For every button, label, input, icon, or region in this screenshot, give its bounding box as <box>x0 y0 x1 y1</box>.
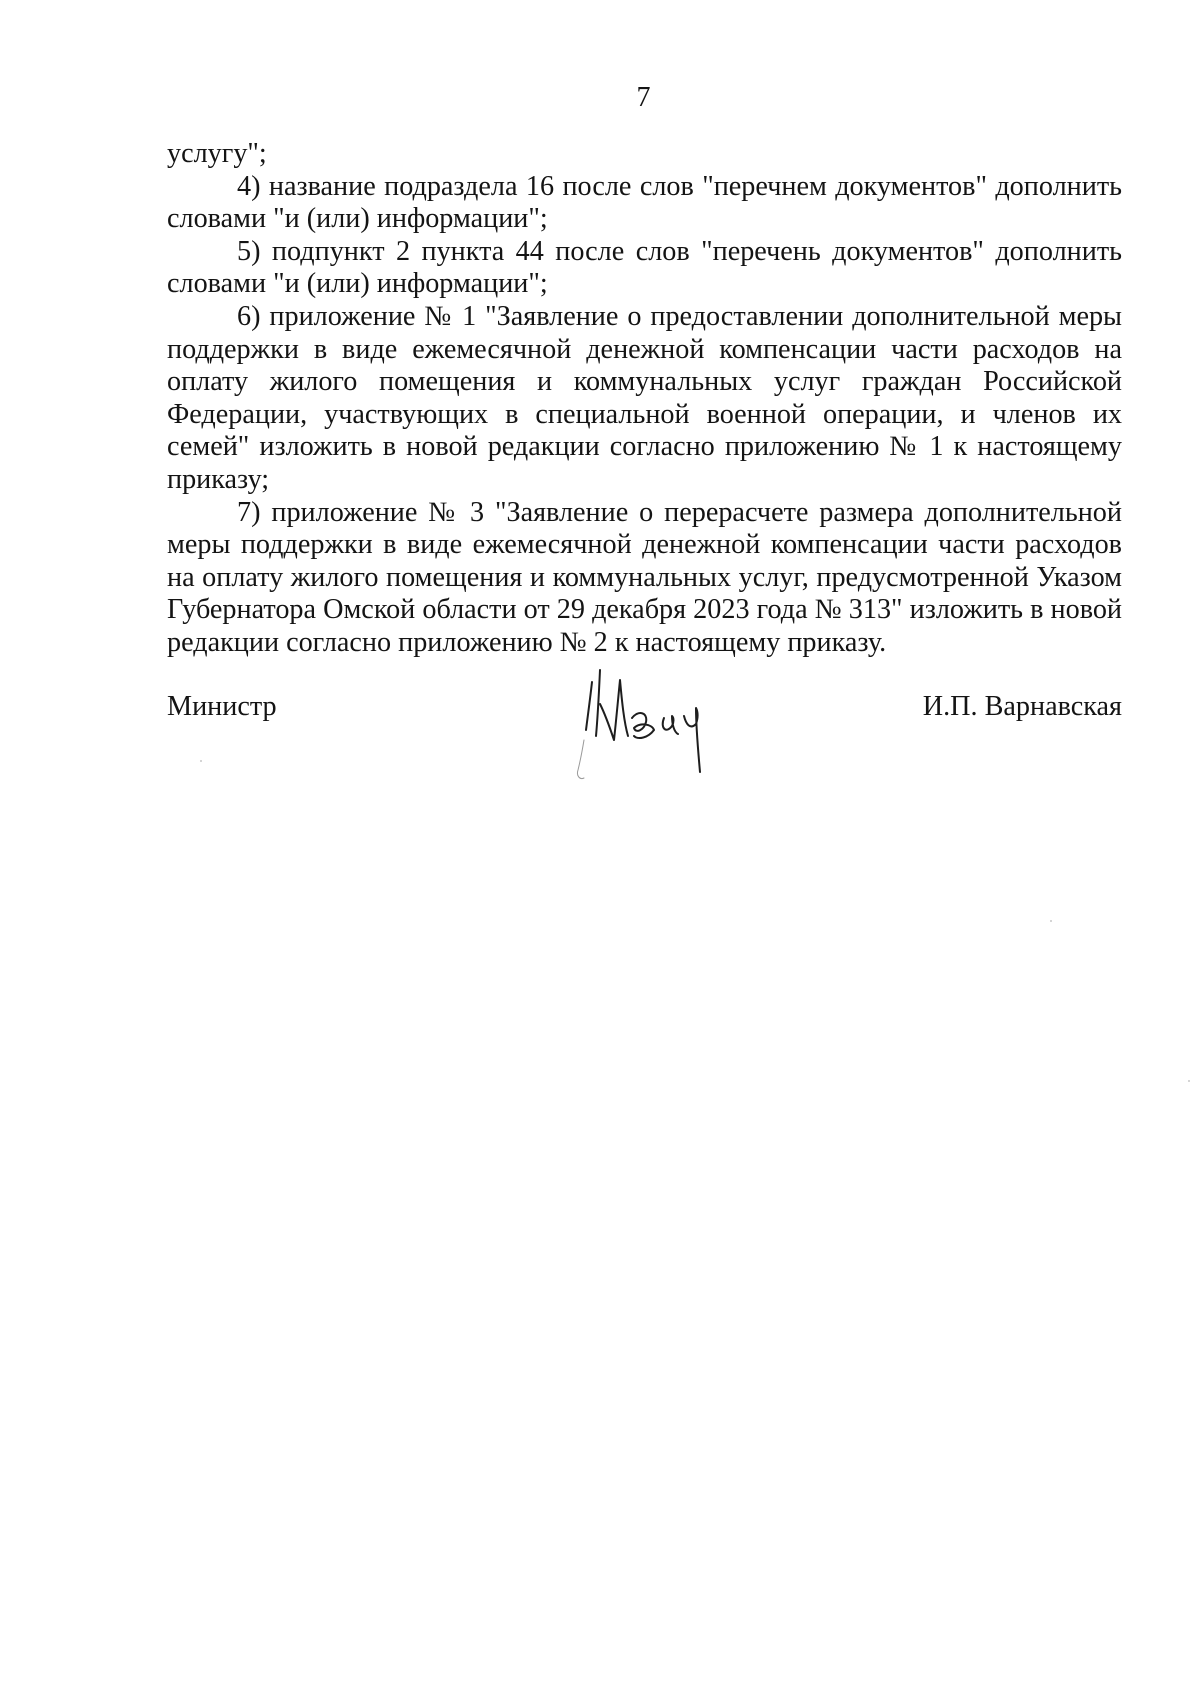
handwritten-signature <box>574 652 744 792</box>
scan-speck <box>1188 1080 1190 1082</box>
scan-speck <box>1050 920 1052 922</box>
signatory-position: Министр <box>167 691 277 722</box>
paragraph-item-7: 7) приложение № 3 "Заявление о перерасчете размера дополнительной меры поддержки в виде ежемесячной денежной компенсации части расходов на оплату жилого помещения и коммунальных услуг, предусмотренной Указом Губернатора Омской области от 29 декабря 2023 года № 313" изложить в новой редакции согласно приложению № 2 к настоящему приказу. <box>167 496 1122 658</box>
page-number: 7 <box>636 82 651 113</box>
paragraph-item-5: 5) подпункт 2 пункта 44 после слов "перечень документов" дополнить словами "и (или) информации"; <box>167 235 1122 300</box>
signatory-name: И.П. Варнавская <box>922 691 1122 722</box>
paragraph-item-4: 4) название подраздела 16 после слов "перечнем документов" дополнить словами "и (или) информации"; <box>167 170 1122 235</box>
body-text <box>167 138 1122 660</box>
paragraph-item-6: 6) приложение № 1 "Заявление о предоставлении дополнительной меры поддержки в виде ежемесячной денежной компенсации части расходов на оплату жилого помещения и коммунальных услуг граждан Российской Федерации, участвующих в специальной военной операции, и членов их семей" изложить в новой редакции согласно приложению № 1 к настоящему приказу; <box>167 300 1122 495</box>
scan-speck <box>200 760 202 762</box>
paragraph-continuation: услугу"; <box>167 138 267 169</box>
